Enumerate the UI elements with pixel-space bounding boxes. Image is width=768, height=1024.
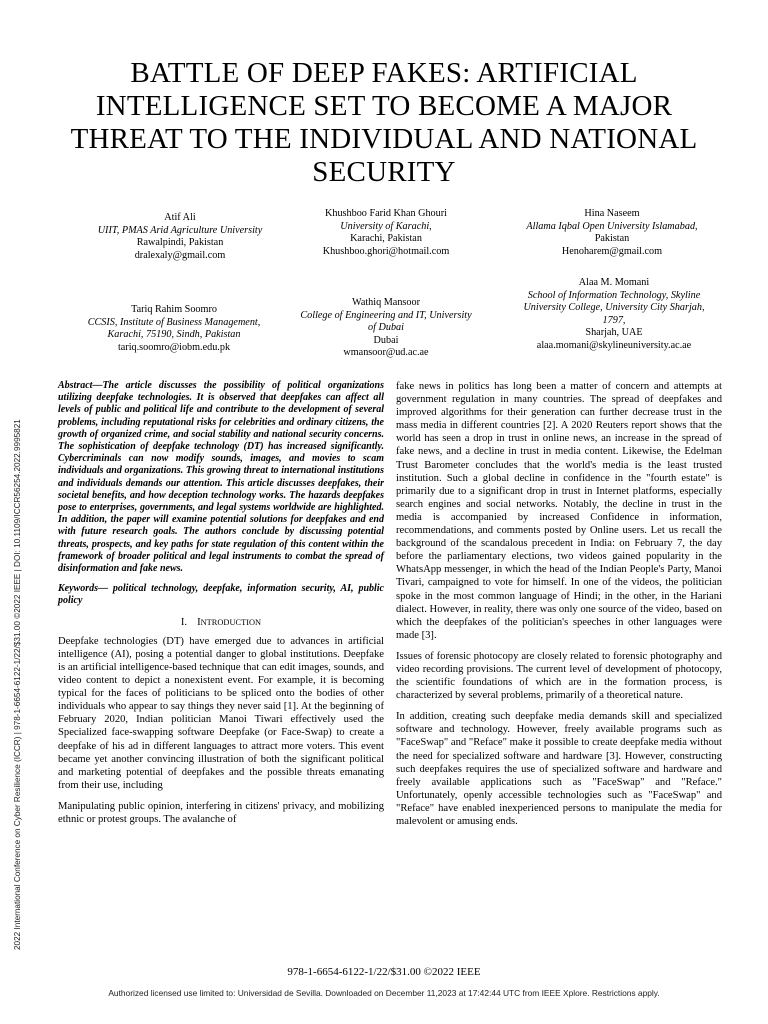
author-block-2 <box>296 208 476 258</box>
paragraph: Deepfake technologies (DT) have emerged due to advances in artificial intelligence (AI), posing a potential danger to global institutions. Deepfake is an artificial intelligence-based technique that can edit images, sounds, and video content to depict a nonexistent event. For example, it is becoming typical for the faces of politicians to be spliced onto the bodies of other individuals who appear to say things they never said [1]. At the beginning of February 2020, Indian politician Manoi Tiwari effectively used the Specialized face-swapping software Deepfake (or Face-Swap) to create a deepfake of his ad in different languages to attract more voters. This event became yet another convincing illustration of both the significant political and marketing potential of deepfakes and the possible threats emanating from their use, including <box>58 635 384 791</box>
author-email: tariq.soomro@iobm.edu.pk <box>117 341 231 353</box>
author-block-6 <box>520 277 708 352</box>
conference-doi-strip: 2022 International Conference on Cyber Resilience (ICCR) | 978-1-6654-6122-1/22/$31.00 ©2022 IEEE | DOI: 10.1109/ICCR56254.2022.9995821 <box>13 419 22 950</box>
author-block-3 <box>520 208 704 258</box>
author-email: alaa.momani@skylineuniversity.ac.ae <box>536 339 692 351</box>
author-affiliation: UIIT, PMAS Arid Agriculture University <box>97 224 263 236</box>
paragraph: fake news in politics has long been a matter of concern and attempts at government regulation in many countries. The spread of deepfakes and improved algorithms for their generation can further decrease trust in the mass media in different countries [2]. A 2020 Reuters report shows that the world has seen a drop in trust in online news, an increase in the spread of fake news, and a decline in trust in media content. Likewise, the Edelman Trust Barometer concludes that the world's media is the least trusted institution. Such a global decline in confidence in the "fourth estate" is primarily due to a significant drop in trust in Internet platforms, especially search engines and social networks. Notably, the decline in trust in the media is accompanied by increased Confidence in information, recommendations, and comments posted by Online users. Let us recall the background of the scandalous precedent in India: on February 7, the day before the parliamentary elections, two videos gained popularity in the WhatsApp messenger, in which the head of the Indian People's Party, Manoi Tivari, campaigned to vote for himself. In one of the videos, the politician spoke in the most common language of Hindi; in the other, in the Hariani dialect. However, in reality, there was only one source of the video, based on which the deepfakes of the politician's speeches in other languages were made [3]. <box>396 381 722 641</box>
paper-title: BATTLE OF DEEP FAKES: ARTIFICIAL INTELLIGENCE SET TO BECOME A MAJOR THREAT TO THE INDIVIDUAL AND NATIONAL SECURITY <box>70 57 698 188</box>
author-affiliation: University of Karachi, <box>340 220 432 232</box>
author-name: Alaa M. Momani <box>578 277 650 288</box>
author-email: wmansoor@ud.ac.ae <box>343 347 429 358</box>
right-column <box>396 380 722 836</box>
keywords: Keywords— political technology, deepfake, information security, AI, public policy <box>58 583 384 607</box>
author-block-5 <box>300 297 472 360</box>
author-affiliation: Allama Iqbal Open University Islamabad <box>526 220 696 232</box>
section-number: I. <box>180 616 188 628</box>
author-location: Rawalpindi, Pakistan <box>136 237 224 248</box>
paragraph: Issues of forensic photocopy are closely related to forensic photography and video recording provisions. The current level of development of photocopy, the scientific foundations of which are in the formation process, is characterized by several problems, primarily of a theoretical nature. <box>396 650 722 702</box>
author-name: Hina Naseem <box>584 208 640 219</box>
abstract: Abstract—The article discusses the possibility of political organizations utilizing deepfake technologies. It is observed that deepfakes can affect all levels of public and political life and contribute to the development of several problems, including reputational risks for celebrities and ordinary citizens, the growth of organized crime, and social stability and national security concerns. The sophistication of deepfake technology (DT) has increased significantly. Cybercriminals can now modify sounds, images, and movies to scam individuals and organizations. This growing threat to international institutions and individuals demands our attention. This article discusses deepfakes, their societal benefits, and how deception technology works. The hazards deepfakes pose to enterprises, governments, and legal systems worldwide are highlighted. In addition, the paper will examine potential solutions for deepfakes and end with future research goals. The authors conclude by discussing potential threats, prospects, and key paths for state regulation of this content within the framework of broader political and legal instruments to combat the spread of disinformation and fake news. <box>58 380 384 575</box>
section-heading-introduction <box>58 616 384 629</box>
author-name: Khushboo Farid Khan Ghouri <box>325 208 447 219</box>
author-email: Henoharem@gmail.com <box>561 245 663 257</box>
paragraph: In addition, creating such deepfake media demands skill and specialized software and technology. However, freely available programs such as "FaceSwap" and "Reface" make it possible to create deepfake media without the need for specialized software and hardware [3]. However, constructing such deepfakes requires the use of specialized software and hardware and freely available applications such as "FaceSwap" and "Reface." Unfortunately, openly accessible technologies such as "FaceSwap" and "Reface" have enabled inexperienced persons to manipulate the media for malevolent or amusing ends. <box>396 711 722 827</box>
footer-license: Authorized licensed use limited to: Universidad de Sevilla. Downloaded on December 11,2023 at 17:42:44 UTC from IEEE Xplore. Restrictions apply. <box>108 988 660 998</box>
author-location: Karachi, Pakistan <box>350 233 422 244</box>
footer-isbn: 978-1-6654-6122-1/22/$31.00 ©2022 IEEE <box>287 966 481 978</box>
author-affiliation: CCSIS, Institute of Business Management, Karachi, 75190, Sindh, Pakistan <box>87 316 261 340</box>
author-block-1 <box>60 212 300 262</box>
author-name: Atif Ali <box>164 212 196 223</box>
author-affiliation: School of Information Technology, Skyline University College, University City Sharjah, 1797, <box>523 289 705 326</box>
author-name: Tariq Rahim Soomro <box>131 304 217 315</box>
paragraph: Manipulating public opinion, interfering in citizens' privacy, and mobilizing ethnic or protest groups. The avalanche of <box>58 800 384 825</box>
author-affiliation: College of Engineering and IT, University of Dubai <box>300 309 472 333</box>
author-location: , Pakistan <box>594 220 698 244</box>
left-column <box>58 380 384 834</box>
author-location: Dubai <box>373 334 399 346</box>
author-location: Sharjah, UAE <box>585 327 643 338</box>
author-block-4 <box>74 304 274 354</box>
section-title-initial: I <box>197 616 201 628</box>
section-title-rest: NTRODUCTION <box>200 617 262 627</box>
author-email: Khushboo.ghori@hotmail.com <box>322 245 450 257</box>
author-name: Wathiq Mansoor <box>352 297 420 308</box>
author-email: dralexaly@gmail.com <box>134 249 226 261</box>
